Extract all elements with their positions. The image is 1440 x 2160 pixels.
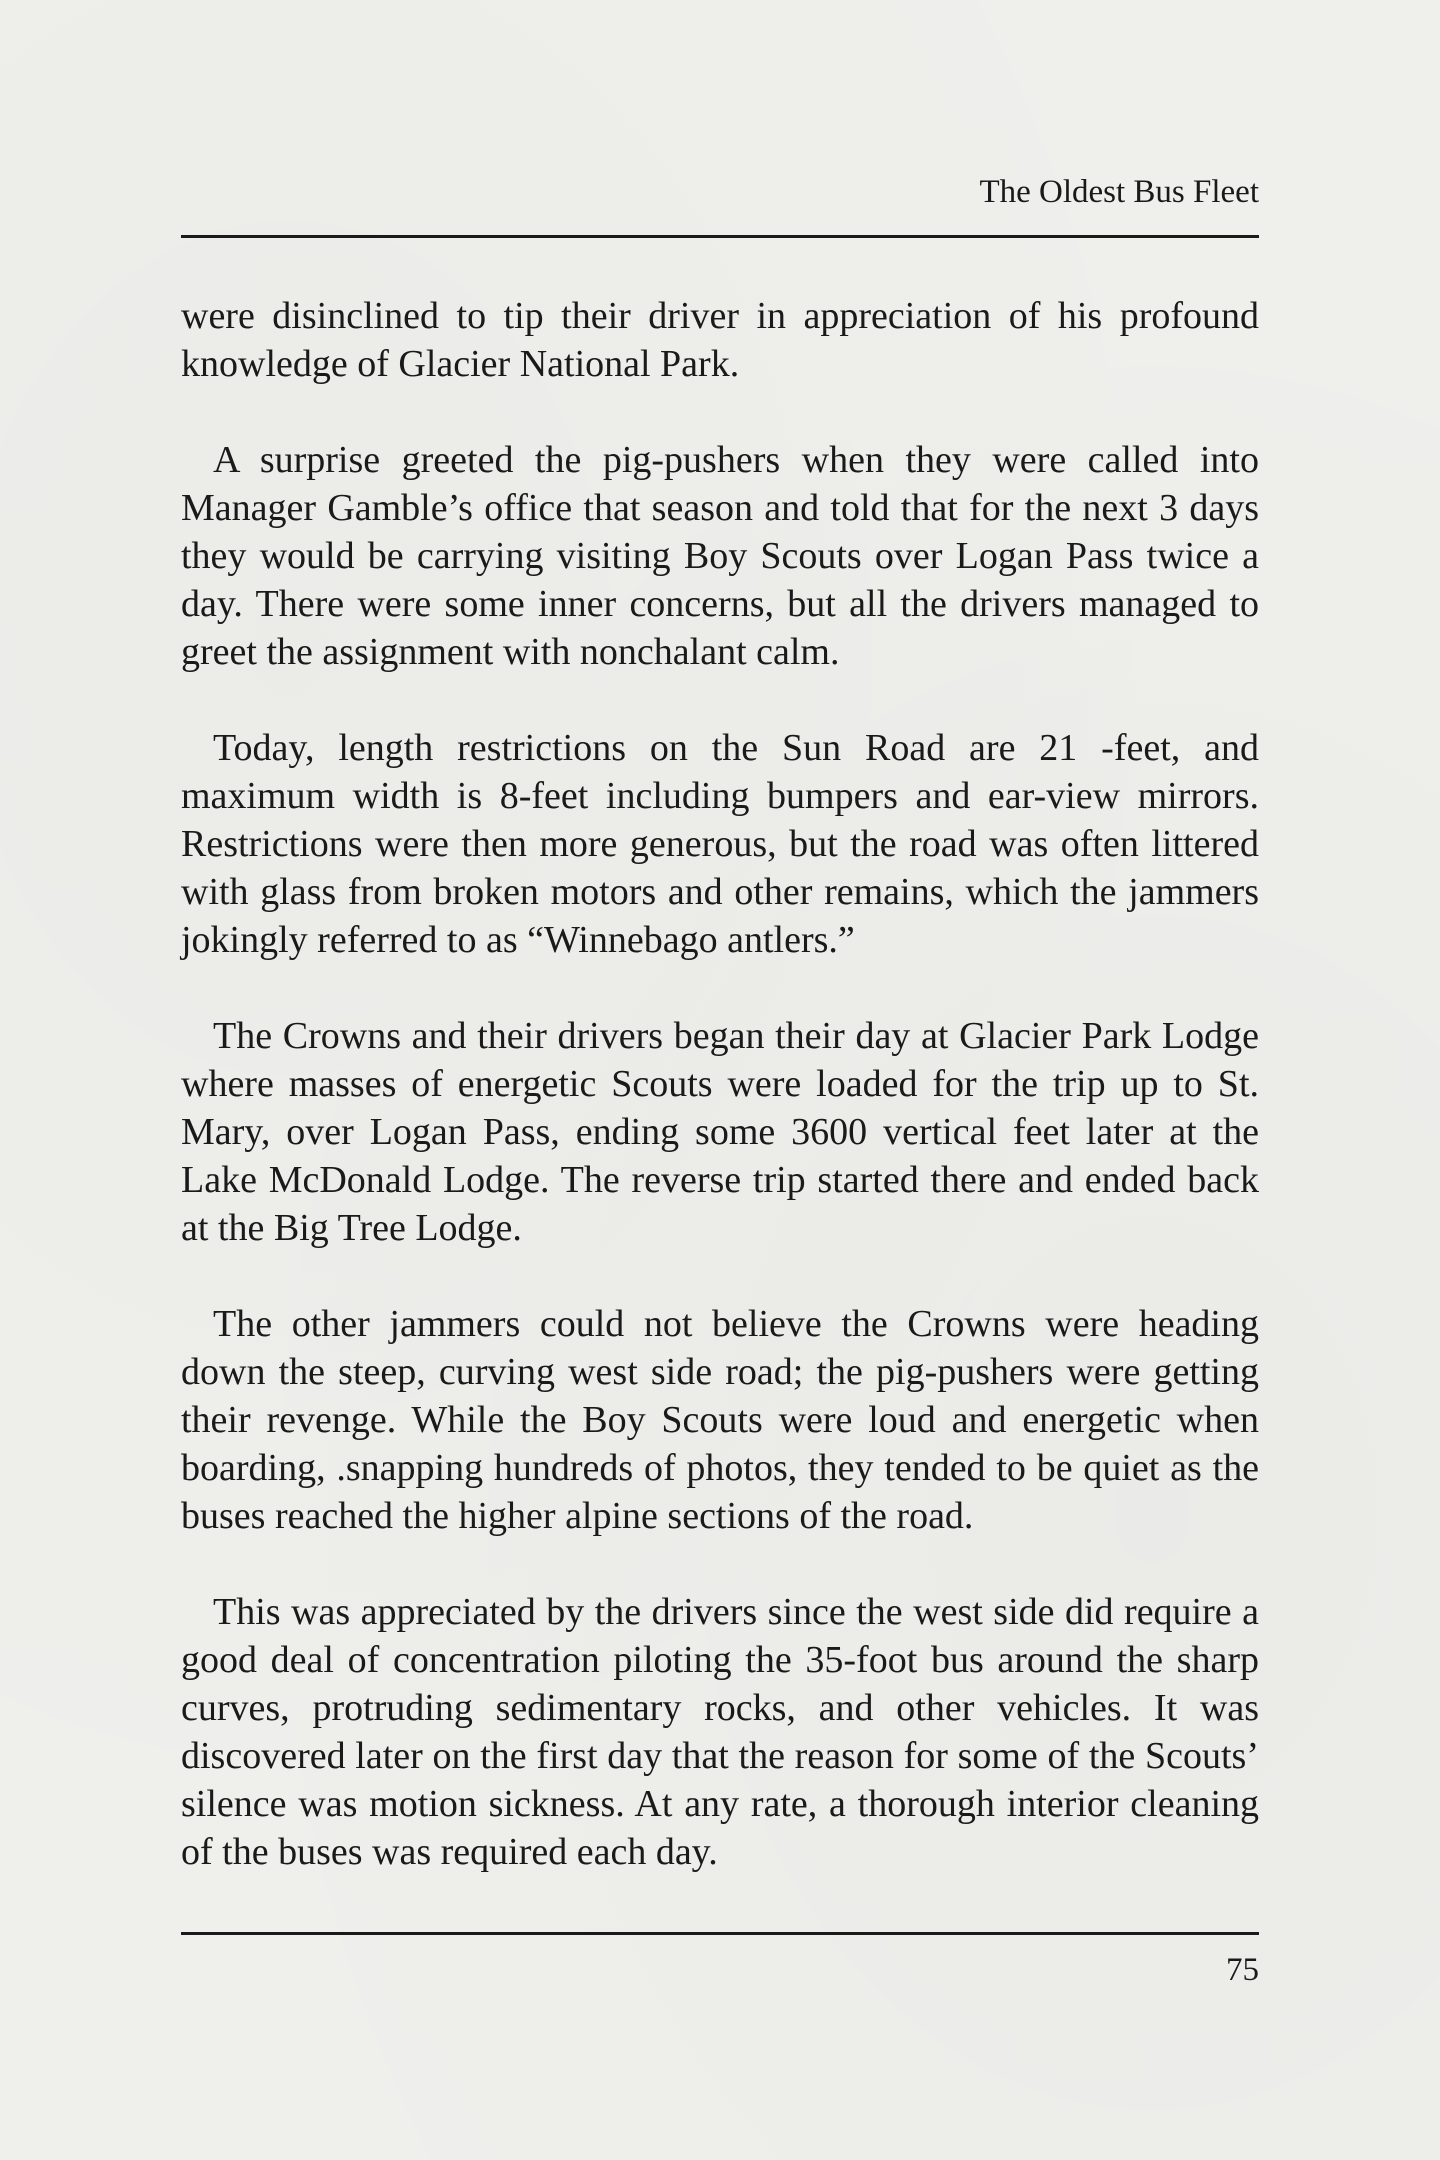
running-head: The Oldest Bus Fleet [979, 174, 1259, 210]
paragraph: This was appreciated by the drivers since the west side did require a good deal of concentration piloting the 35-foot bus around the sharp curves, protruding sedimentary rocks, and other vehicles. It was discovered later on the first day that the reason for some of the Scouts’ silence was motion sickness. At any rate, a thorough interior cleaning of the buses was required each day. [181, 1591, 1259, 1873]
header-rule [181, 235, 1259, 238]
paragraph: A surprise greeted the pig-pushers when they were called into Manager Gamble’s office that season and told that for the next 3 days they would be carrying visiting Boy Scouts over Logan Pass twice a day. There were some inner concerns, but all the drivers managed to greet the assignment with nonchalant calm. [181, 439, 1259, 673]
body-text [181, 292, 1259, 1876]
paragraph: were disinclined to tip their driver in appreciation of his profound knowledge of Glacier National Park. [181, 295, 1259, 385]
paragraph: Today, length restrictions on the Sun Road are 21 -feet, and maximum width is 8-feet including bumpers and ear-view mirrors. Restrictions were then more generous, but the road was often littered with glass from broken motors and other remains, which the jammers jokingly referred to as “Winnebago antlers.” [181, 727, 1259, 961]
footer-rule [181, 1932, 1259, 1935]
paragraph: The Crowns and their drivers began their day at Glacier Park Lodge where masses of energetic Scouts were loaded for the trip up to St. Mary, over Logan Pass, ending some 3600 vertical feet later at the Lake McDonald Lodge. The reverse trip started there and ended back at the Big Tree Lodge. [181, 1015, 1259, 1249]
paragraph: The other jammers could not believe the Crowns were heading down the steep, curving west side road; the pig-pushers were getting their revenge. While the Boy Scouts were loud and energetic when boarding, .snapping hundreds of photos, they tended to be quiet as the buses reached the higher alpine sections of the road. [181, 1303, 1259, 1537]
page-number: 75 [1226, 1952, 1259, 1988]
